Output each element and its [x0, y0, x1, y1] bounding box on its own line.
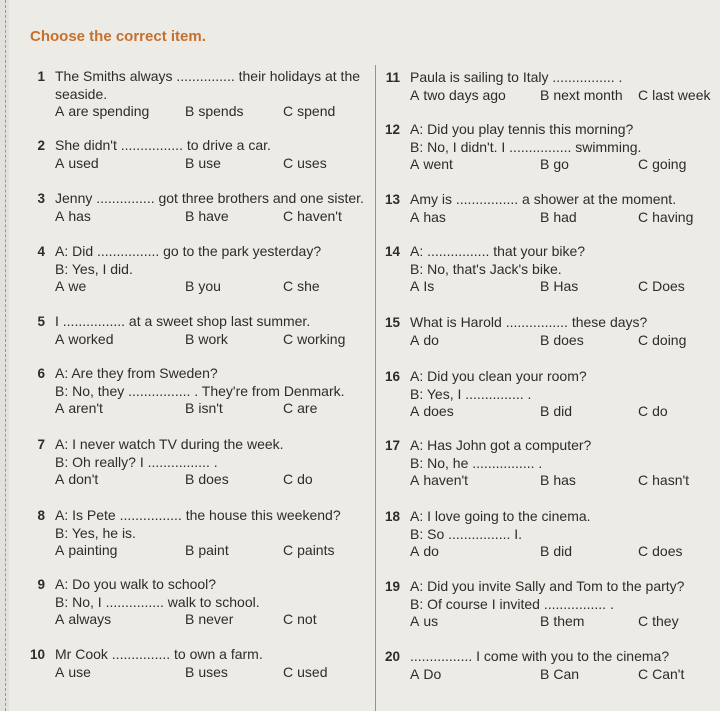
answer-options	[410, 332, 710, 350]
option-letter: A	[55, 611, 65, 627]
option-letter: A	[55, 663, 65, 680]
option-c	[283, 331, 345, 349]
option-b	[540, 209, 577, 227]
option-letter: C	[283, 471, 294, 487]
question-7	[37, 436, 365, 489]
question-number: 14	[384, 244, 400, 259]
option-letter: C	[283, 207, 294, 224]
question-19	[384, 578, 710, 631]
option-text: haven't	[297, 207, 342, 224]
option-a	[410, 403, 454, 421]
option-text: doing	[652, 331, 687, 348]
option-letter: B	[185, 663, 195, 680]
option-c	[638, 613, 679, 631]
question-number: 18	[384, 509, 400, 524]
option-c	[638, 472, 689, 490]
question-number: 11	[385, 70, 400, 85]
option-b	[540, 472, 576, 490]
option-text: are	[297, 400, 318, 416]
option-text: having	[652, 208, 694, 225]
option-letter: B	[185, 471, 195, 487]
option-text: Can	[553, 665, 580, 682]
question-text-line: A: Are they from Sweden?	[55, 365, 218, 381]
option-letter: C	[283, 278, 294, 294]
option-letter: A	[410, 613, 420, 629]
option-a	[410, 278, 434, 296]
question-text-line: Amy is ................ a shower at the moment.	[410, 191, 677, 207]
option-letter: B	[185, 330, 195, 347]
option-letter: B	[540, 86, 550, 103]
question-text-line: B: No, he ................ .	[410, 454, 543, 471]
answer-options	[410, 666, 710, 684]
question-text-line: What is Harold ................ these days?	[410, 314, 648, 330]
option-text: spend	[297, 103, 336, 119]
option-text: use	[68, 663, 91, 680]
answer-options	[410, 472, 710, 490]
option-b	[185, 103, 244, 121]
option-c	[638, 209, 693, 227]
option-c	[283, 471, 313, 489]
option-b	[185, 664, 228, 682]
option-c	[638, 87, 710, 105]
question-number: 4	[37, 244, 45, 259]
option-text: does	[553, 331, 584, 348]
option-letter: B	[540, 208, 550, 225]
option-c	[638, 156, 686, 174]
option-text: Do	[423, 665, 442, 682]
question-text-line: A: I never watch TV during the week.	[55, 436, 284, 452]
question-number: 13	[384, 192, 400, 207]
option-c	[638, 332, 686, 350]
option-c	[283, 664, 327, 682]
option-b	[540, 156, 569, 174]
question-10	[29, 646, 365, 681]
answer-options	[55, 331, 365, 349]
option-text: paints	[297, 542, 335, 558]
option-letter: A	[55, 207, 65, 224]
question-number: 10	[29, 647, 45, 662]
option-letter: C	[638, 156, 649, 172]
option-a	[55, 278, 86, 296]
option-b	[185, 208, 229, 226]
option-letter: A	[55, 154, 65, 171]
question-number: 1	[37, 69, 45, 84]
option-a	[55, 103, 149, 121]
option-b	[185, 278, 221, 296]
option-letter: C	[283, 663, 294, 680]
option-letter: C	[638, 665, 649, 682]
option-b	[185, 471, 229, 489]
option-text: are spending	[68, 103, 150, 119]
answer-options	[410, 87, 710, 105]
option-text: two days ago	[423, 86, 506, 103]
question-16	[384, 368, 710, 421]
option-text: haven't	[423, 472, 469, 488]
option-text: next month	[553, 86, 623, 103]
question-text-line: seaside.	[55, 85, 108, 102]
option-letter: C	[638, 472, 649, 488]
option-text: not	[297, 611, 317, 627]
question-text-line: A: ................ that your bike?	[410, 243, 586, 259]
option-text: have	[198, 207, 229, 224]
question-number: 17	[384, 438, 400, 453]
question-15	[384, 314, 710, 349]
option-a	[55, 208, 91, 226]
option-a	[55, 331, 113, 349]
question-13	[384, 191, 710, 226]
option-letter: C	[283, 611, 294, 627]
option-letter: A	[410, 156, 420, 172]
option-c	[283, 400, 317, 418]
option-letter: B	[185, 611, 195, 627]
option-text: Has	[553, 278, 579, 294]
option-letter: C	[283, 542, 294, 558]
option-letter: C	[283, 154, 294, 171]
option-text: did	[553, 543, 573, 559]
option-text: they	[652, 613, 679, 629]
option-letter: C	[638, 278, 649, 294]
question-14	[384, 243, 710, 296]
question-text-line: A: Has John got a computer?	[410, 437, 592, 453]
option-a	[410, 472, 468, 490]
option-b	[185, 611, 233, 629]
option-a	[410, 156, 453, 174]
question-12	[384, 121, 710, 174]
option-text: she	[297, 278, 320, 294]
option-letter: A	[55, 278, 65, 294]
question-number: 19	[384, 579, 400, 594]
option-letter: B	[185, 542, 195, 558]
question-text-line: B: No, that's Jack's bike.	[410, 260, 562, 277]
column-divider	[375, 65, 376, 711]
question-text-line: B: Yes, I ............... .	[410, 385, 532, 402]
option-letter: A	[410, 472, 420, 488]
option-letter: C	[283, 330, 294, 347]
option-letter: B	[540, 543, 550, 559]
question-number: 15	[384, 315, 400, 330]
question-4	[37, 243, 365, 296]
option-letter: B	[540, 472, 550, 488]
option-letter: C	[638, 208, 649, 225]
question-text-line: B: Of course I invited ................ .	[410, 595, 614, 612]
option-letter: C	[283, 400, 294, 416]
option-letter: B	[185, 400, 195, 416]
option-letter: B	[540, 403, 550, 419]
option-letter: A	[55, 330, 65, 347]
answer-options	[55, 400, 365, 418]
option-letter: B	[185, 278, 195, 294]
option-b	[540, 613, 584, 631]
option-text: uses	[198, 663, 228, 680]
option-text: used	[68, 154, 99, 171]
answer-options	[55, 471, 365, 489]
question-text-line: A: Do you walk to school?	[55, 576, 217, 592]
question-number: 3	[37, 191, 45, 206]
option-text: had	[553, 208, 577, 225]
option-c	[283, 278, 320, 296]
question-number: 12	[384, 122, 400, 137]
question-text-line: B: Yes, he is.	[55, 524, 136, 541]
option-letter: A	[410, 665, 420, 682]
option-c	[638, 403, 668, 421]
question-text-line: She didn't ................ to drive a car.	[55, 137, 271, 153]
question-text-line: A: Did you play tennis this morning?	[410, 121, 634, 137]
option-letter: A	[55, 542, 65, 558]
question-number: 16	[384, 369, 400, 384]
question-17	[384, 437, 710, 490]
option-text: used	[297, 663, 328, 680]
option-a	[410, 209, 446, 227]
option-text: go	[553, 156, 569, 172]
option-text: has	[68, 207, 91, 224]
option-b	[540, 332, 584, 350]
question-20	[384, 648, 710, 683]
question-text-line: B: Yes, I did.	[55, 260, 133, 277]
answer-options	[55, 542, 365, 560]
question-number: 8	[37, 508, 45, 523]
option-a	[55, 611, 111, 629]
question-5	[37, 313, 365, 348]
option-text: has	[553, 472, 576, 488]
answer-options	[55, 664, 365, 682]
question-text-line: B: No, they ................ . They're from Denmark.	[55, 382, 345, 399]
option-letter: A	[410, 331, 420, 348]
option-text: does	[423, 403, 454, 419]
option-c	[638, 543, 682, 561]
option-text: us	[423, 613, 439, 629]
answer-options	[55, 611, 365, 629]
question-6	[37, 365, 365, 418]
option-text: don't	[68, 471, 99, 487]
option-letter: C	[638, 403, 649, 419]
option-letter: C	[283, 103, 294, 119]
page-title: Choose the correct item.	[30, 28, 206, 45]
option-letter: B	[540, 156, 550, 172]
option-letter: A	[410, 403, 420, 419]
option-c	[638, 666, 684, 684]
option-b	[540, 403, 572, 421]
answer-options	[55, 155, 365, 173]
question-text-line: I ................ at a sweet shop last summer.	[55, 313, 311, 329]
option-text: you	[198, 278, 221, 294]
question-number: 6	[37, 366, 45, 381]
option-text: always	[68, 611, 112, 627]
question-text-line: A: Did you invite Sally and Tom to the party?	[410, 578, 685, 594]
question-9	[37, 576, 365, 629]
option-letter: B	[540, 665, 550, 682]
option-letter: A	[55, 103, 65, 119]
option-letter: C	[638, 331, 649, 348]
option-text: aren't	[68, 400, 103, 416]
answer-options	[410, 543, 710, 561]
option-a	[410, 613, 438, 631]
option-a	[410, 666, 441, 684]
question-2	[37, 137, 365, 172]
option-letter: B	[540, 613, 550, 629]
option-c	[283, 208, 342, 226]
option-letter: B	[540, 278, 550, 294]
option-c	[283, 103, 335, 121]
option-letter: B	[185, 207, 195, 224]
answer-options	[410, 278, 710, 296]
question-number: 7	[37, 437, 45, 452]
option-text: working	[297, 330, 346, 347]
option-text: uses	[297, 154, 327, 171]
option-letter: A	[410, 543, 420, 559]
option-letter: C	[638, 613, 649, 629]
option-a	[410, 543, 439, 561]
option-c	[283, 542, 334, 560]
question-number: 5	[37, 314, 45, 329]
option-text: spends	[198, 103, 244, 119]
option-text: we	[68, 278, 87, 294]
option-letter: A	[410, 208, 420, 225]
question-number: 20	[384, 649, 400, 664]
option-text: do	[652, 403, 668, 419]
answer-options	[410, 403, 710, 421]
question-text-line: Mr Cook ............... to own a farm.	[55, 646, 263, 662]
option-letter: A	[410, 86, 420, 103]
question-11	[385, 69, 711, 104]
option-text: use	[198, 154, 221, 171]
question-text-line: B: Oh really? I ................ .	[55, 453, 218, 470]
option-text: isn't	[198, 400, 223, 416]
question-number: 2	[37, 138, 45, 153]
answer-options	[410, 613, 710, 631]
option-c	[638, 278, 685, 296]
option-text: Does	[652, 278, 685, 294]
answer-options	[410, 156, 710, 174]
question-text-line: A: Did you clean your room?	[410, 368, 587, 384]
option-text: do	[297, 471, 313, 487]
answer-options	[410, 209, 710, 227]
option-b	[185, 400, 223, 418]
option-a	[55, 471, 98, 489]
option-c	[283, 155, 327, 173]
option-text: do	[423, 543, 439, 559]
option-letter: A	[55, 400, 65, 416]
option-a	[55, 542, 117, 560]
question-text-line: Paula is sailing to Italy ................ .	[410, 69, 623, 85]
answer-options	[55, 103, 365, 121]
option-text: Is	[423, 278, 435, 294]
option-b	[540, 87, 623, 105]
question-1	[37, 68, 365, 121]
option-text: did	[553, 403, 573, 419]
question-text-line: B: So ................ I.	[410, 525, 523, 542]
question-text-line: A: Did ................ go to the park yesterday?	[55, 243, 322, 259]
option-c	[283, 611, 317, 629]
option-a	[410, 332, 439, 350]
option-b	[540, 278, 578, 296]
option-letter: A	[55, 471, 65, 487]
question-number: 9	[37, 577, 45, 592]
question-text-line: The Smiths always ............... their holidays at the	[55, 68, 361, 84]
binding-dashed-line	[5, 0, 6, 711]
question-8	[37, 507, 365, 560]
option-text: does	[652, 543, 683, 559]
question-text-line: A: I love going to the cinema.	[410, 508, 591, 524]
question-text-line: A: Is Pete ................ the house this weekend?	[55, 507, 341, 523]
option-text: does	[198, 471, 229, 487]
option-letter: C	[638, 86, 649, 103]
option-text: painting	[68, 542, 118, 558]
option-letter: B	[185, 154, 195, 171]
option-b	[185, 542, 229, 560]
option-b	[540, 666, 579, 684]
option-letter: B	[540, 331, 550, 348]
option-a	[55, 155, 99, 173]
question-3	[37, 190, 365, 225]
question-text-line: B: No, I ............... walk to school.	[55, 593, 260, 610]
option-text: went	[423, 156, 453, 172]
question-text-line: B: No, I didn't. I ................ swimming.	[410, 138, 642, 155]
option-text: Can't	[652, 665, 685, 682]
option-text: work	[198, 330, 228, 347]
option-b	[540, 543, 572, 561]
option-letter: B	[185, 103, 195, 119]
option-letter: A	[410, 278, 420, 294]
option-a	[55, 400, 103, 418]
question-18	[384, 508, 710, 561]
option-a	[55, 664, 91, 682]
option-b	[185, 331, 228, 349]
question-text-line: ................ I come with you to the cinema?	[410, 648, 670, 664]
option-text: do	[423, 331, 439, 348]
option-text: them	[553, 613, 585, 629]
option-text: worked	[68, 330, 114, 347]
option-a	[410, 87, 506, 105]
option-b	[185, 155, 221, 173]
option-text: has	[423, 208, 446, 225]
answer-options	[55, 208, 365, 226]
question-text-line: Jenny ............... got three brothers and one sister.	[55, 190, 364, 206]
option-text: last week	[652, 86, 711, 103]
option-letter: C	[638, 543, 649, 559]
option-text: hasn't	[652, 472, 690, 488]
option-text: paint	[198, 542, 229, 558]
option-text: going	[652, 156, 687, 172]
answer-options	[55, 278, 365, 296]
option-text: never	[198, 611, 234, 627]
